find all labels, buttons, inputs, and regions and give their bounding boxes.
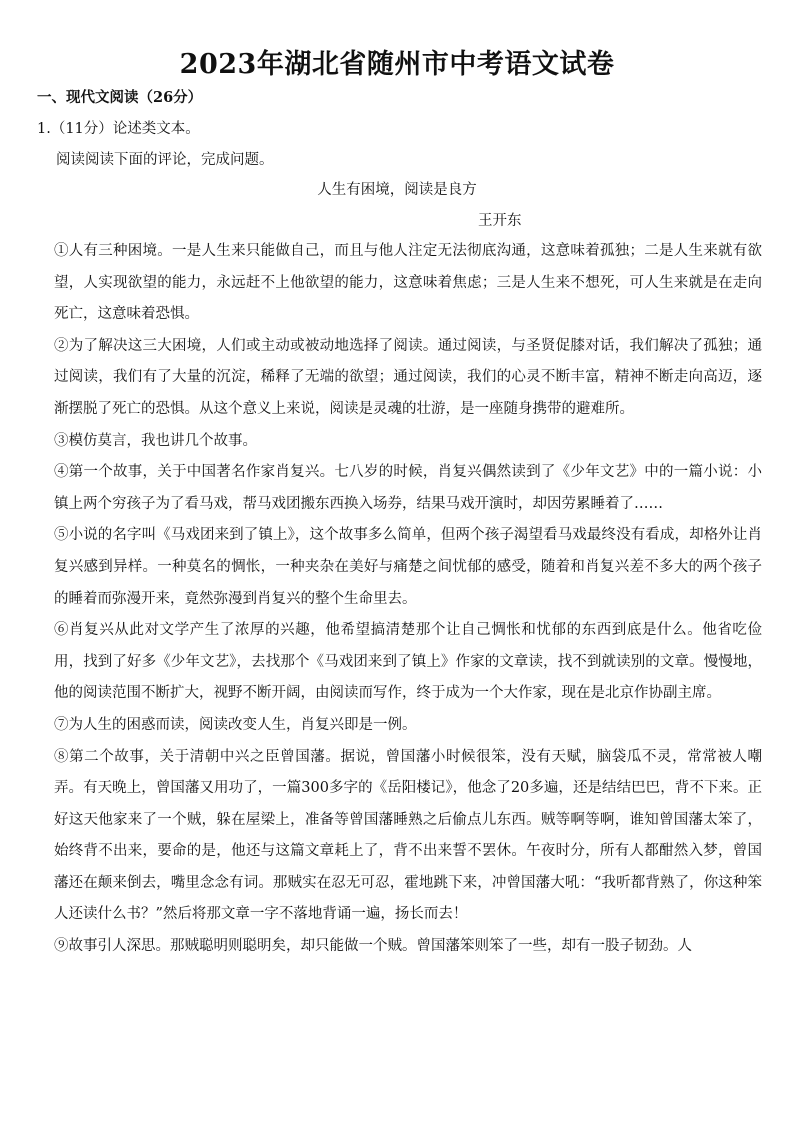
paragraph-5: ⑤小说的名字叫《马戏团来到了镇上》，这个故事多么简单，但两个孩子渴望看马戏最终没有看成，却格外让肖复兴感到异样。一种莫名的惆怅，一种夹杂在美好与痛楚之间忧郁的感受，随着和肖复兴差不多大的两个孩子的睡着而弥漫开来，竟然弥漫到肖复兴的整个生命里去。: [54, 527, 762, 607]
paragraph-3: ③模仿莫言，我也讲几个故事。: [54, 432, 257, 449]
paragraph-7: ⑦为人生的困惑而读，阅读改变人生，肖复兴即是一例。: [54, 716, 417, 733]
instruction-text: 阅读阅读下面的评论，完成问题。: [56, 152, 274, 168]
article-author: 王开东: [478, 213, 522, 229]
article-title: 人生有困境，阅读是良方: [317, 182, 477, 198]
paragraph-9: ⑨故事引人深思。那贼聪明则聪明矣，却只能做一个贼。曾国藩笨则笨了一些，却有一股子韧劲。人: [54, 938, 692, 955]
paragraph-8: ⑧第二个故事，关于清朝中兴之臣曾国藩。据说，曾国藩小时候很笨，没有天赋，脑袋瓜不灵，常常被人嘲弄。有天晚上，曾国藩又用功了，一篇300多字的《岳阳楼记》，他念了20多遍，还是结结巴巴，背不下来。正好这天他家来了一个贼，躲在屋梁上，准备等曾国藩睡熟之后偷点儿东西。贼等啊等啊，谁知曾国藩太笨了，始终背不出来，要命的是，他还与这篇文章耗上了，背不出来誓不罢休。午夜时分，所有人都酣然入梦，曾国藩还在颠来倒去，嘴里念念有词。那贼实在忍无可忍，霍地跳下来，冲曾国藩大吼：“我听都背熟了，你这种笨人还读什么书？”然后将那文章一字不落地背诵一遍，扬长而去！: [54, 748, 762, 923]
article-body: [54, 236, 762, 963]
question-label: 1.（11分）论述类文本。: [37, 121, 200, 137]
paragraph-1: ①人有三种困境。一是人生来只能做自己，而且与他人注定无法彻底沟通，这意味着孤独；二是人生来就有欲望，人实现欲望的能力，永远赶不上他欲望的能力，这意味着焦虑；三是人生来不想死，可人生来就是在走向死亡，这意味着恐惧。: [54, 243, 762, 323]
paragraph-4: ④第一个故事，关于中国著名作家肖复兴。七八岁的时候，肖复兴偶然读到了《少年文艺》中的一篇小说：小镇上两个穷孩子为了看马戏，帮马戏团搬东西换入场券，结果马戏开演时，却因劳累睡着了……: [54, 464, 762, 512]
paragraph-2: ②为了解决这三大困境，人们或主动或被动地选择了阅读。通过阅读，与圣贤促膝对话，我们解决了孤独；通过阅读，我们有了大量的沉淀，稀释了无端的欲望；通过阅读，我们的心灵不断丰富，精神不断走向高迈，逐渐摆脱了死亡的恐惧。从这个意义上来说，阅读是灵魂的壮游，是一座随身携带的避难所。: [54, 337, 762, 417]
page-title: 2023年湖北省随州市中考语文试卷: [179, 49, 615, 80]
section-heading: 一、现代文阅读（26分）: [37, 89, 203, 106]
paragraph-6: ⑥肖复兴从此对文学产生了浓厚的兴趣，他希望搞清楚那个让自己惆怅和忧郁的东西到底是什么。他省吃俭用，找到了好多《少年文艺》，去找那个《马戏团来到了镇上》作家的文章读，找不到就读别的文章。慢慢地，他的阅读范围不断扩大，视野不断开阔，由阅读而写作，终于成为一个大作家，现在是北京作协副主席。: [54, 622, 762, 702]
